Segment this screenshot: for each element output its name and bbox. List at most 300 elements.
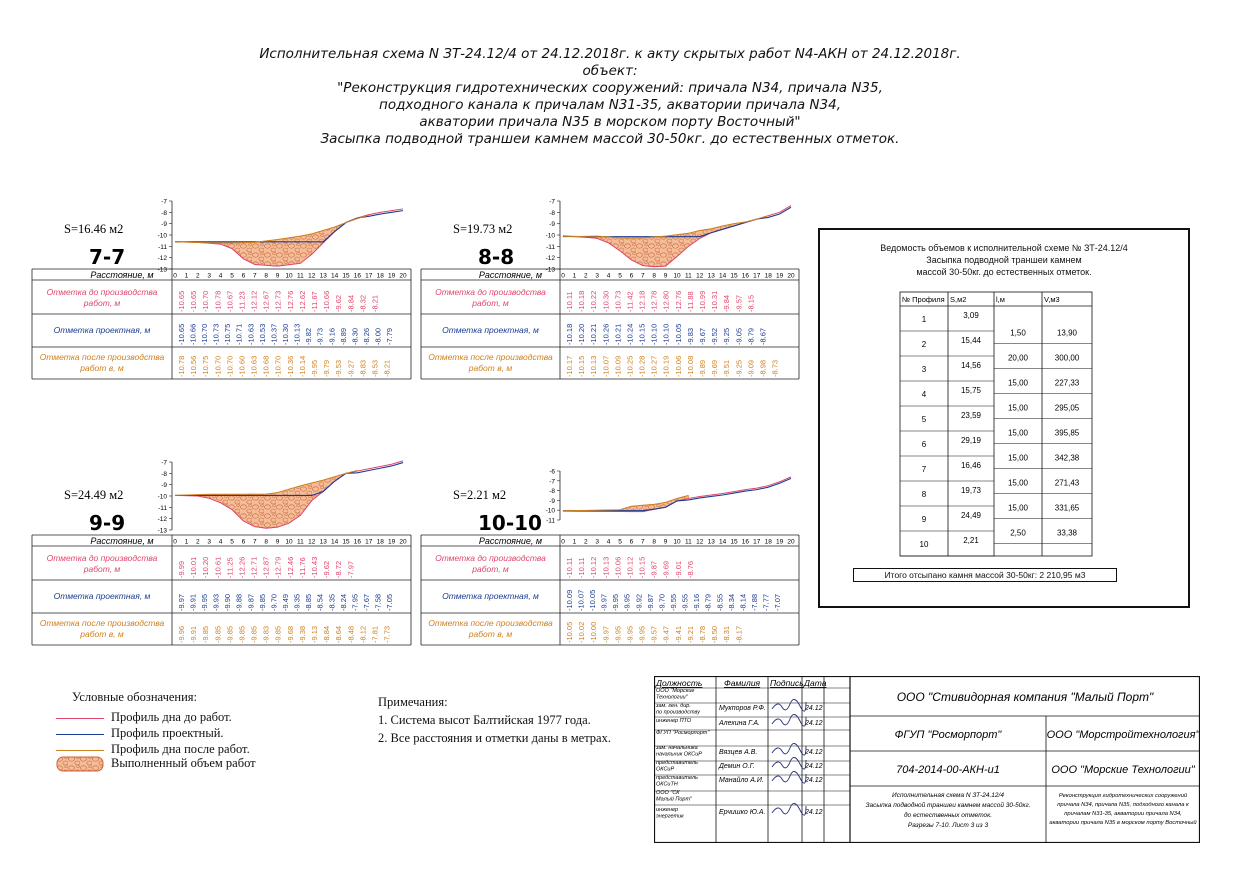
value-before: -11.23 — [237, 291, 247, 312]
value-design: -7.67 — [362, 593, 372, 611]
x-tick-label: 7 — [252, 272, 257, 280]
profile-area-label: S=16.46 м2 — [64, 222, 124, 236]
value-after: -10.07 — [601, 355, 611, 377]
value-after: -9.41 — [673, 625, 683, 643]
volume-area: 15,44 — [960, 336, 982, 345]
stamp-role: энергетик — [656, 813, 684, 820]
x-tick-label: 1 — [184, 538, 189, 546]
x-tick-label: 12 — [696, 538, 704, 546]
org-morstroy: ООО "Морстройтехнология" — [1046, 729, 1200, 741]
stamp-role: представитель — [656, 760, 698, 766]
notes-title: Примечания: — [378, 695, 448, 709]
volume-length: 20,00 — [1007, 353, 1029, 363]
legend-design — [56, 726, 224, 741]
value-after: -7.73 — [382, 625, 392, 643]
x-tick-label: 15 — [342, 272, 350, 280]
legend-after-line — [56, 750, 104, 751]
value-before: -12.80 — [661, 290, 671, 312]
x-tick-label: 9 — [663, 272, 668, 280]
x-tick-label: 6 — [241, 538, 246, 546]
value-before: -7.97 — [346, 560, 356, 578]
value-design: -9.49 — [281, 593, 290, 611]
legend-fill-swatch — [56, 756, 104, 772]
row-label-before-2: работ, м — [472, 564, 509, 574]
value-design: -8.89 — [338, 327, 348, 345]
volume-profile-no: 7 — [921, 465, 927, 474]
value-before: -10.43 — [310, 556, 320, 578]
value-before: -8.32 — [358, 294, 368, 312]
value-design: -9.16 — [327, 327, 337, 345]
org-morskie: ООО "Морские Технологии" — [1051, 764, 1195, 776]
y-tick-label: -10 — [157, 493, 167, 501]
value-design: -10.05 — [587, 589, 597, 611]
x-tick-label: 3 — [207, 272, 212, 280]
value-design: -9.55 — [680, 593, 690, 611]
value-after: -9.09 — [746, 359, 756, 377]
volume-value: 395,85 — [1054, 428, 1080, 438]
value-design: -8.34 — [726, 593, 736, 611]
value-after: -9.97 — [601, 625, 611, 643]
x-tick-label: 9 — [663, 538, 668, 546]
value-design: -8.14 — [738, 593, 748, 611]
value-after: -9.57 — [649, 625, 659, 643]
value-before: -8.72 — [334, 560, 344, 578]
value-design: -9.70 — [269, 593, 279, 611]
volume-value: 13,90 — [1056, 328, 1078, 338]
volume-value: 271,43 — [1054, 478, 1080, 488]
value-design: -10.70 — [199, 323, 209, 345]
value-after: -10.56 — [189, 355, 199, 377]
x-tick-label: 5 — [618, 538, 622, 546]
signature — [772, 771, 806, 783]
x-tick-label: 5 — [230, 272, 234, 280]
value-before: -12.79 — [273, 556, 283, 578]
profile-design-line — [563, 207, 791, 236]
value-after: -9.91 — [189, 625, 199, 643]
value-after: -10.27 — [649, 355, 659, 377]
value-after: -8.78 — [698, 625, 708, 643]
row-label-design: Отметка проектная, м — [442, 325, 539, 335]
signature — [772, 699, 806, 711]
value-design: -9.73 — [315, 327, 325, 345]
value-before: -10.22 — [589, 290, 599, 312]
value-after: -10.63 — [249, 355, 259, 377]
y-tick-label: -12 — [545, 255, 555, 263]
row-label-before-2: работ, м — [83, 298, 121, 308]
y-tick-label: -7 — [161, 459, 167, 467]
row-label-after-1: Отметка после производства — [39, 352, 165, 362]
legend-after — [56, 742, 250, 757]
x-tick-label: 17 — [753, 538, 761, 546]
value-after: -10.28 — [637, 355, 647, 377]
x-tick-label: 14 — [718, 538, 727, 546]
value-before: -9.87 — [649, 560, 659, 578]
volume-area: 29,19 — [960, 436, 982, 445]
x-tick-label: 7 — [640, 538, 645, 546]
value-after: -10.14 — [297, 355, 307, 377]
value-after: -9.85 — [249, 625, 259, 643]
y-tick-label: -9 — [161, 482, 167, 490]
legend-before — [56, 710, 232, 725]
value-design: -10.73 — [211, 323, 221, 345]
y-tick-label: -10 — [157, 232, 167, 240]
value-after: -8.17 — [734, 625, 744, 643]
stamp-role: начальник ОКСиР — [656, 751, 702, 758]
y-tick-label: -13 — [157, 527, 167, 535]
volume-profile-no: 8 — [921, 490, 927, 499]
value-before: -11.25 — [225, 557, 235, 578]
x-tick-label: 9 — [275, 272, 280, 280]
y-tick-label: -8 — [161, 470, 167, 478]
value-before: -12.76 — [285, 290, 295, 312]
volume-value: 33,38 — [1056, 528, 1078, 538]
notes-item-1: 1. Система высот Балтийская 1977 года. — [378, 713, 591, 727]
value-before: -10.06 — [613, 556, 623, 578]
value-design: -8.79 — [746, 327, 756, 345]
volume-profile-no: 4 — [921, 390, 927, 399]
value-after: -10.70 — [273, 355, 283, 377]
value-before: -10.11 — [565, 291, 575, 312]
value-design: -7.07 — [773, 593, 783, 611]
stamp-date: 24.12 — [805, 763, 823, 770]
x-tick-label: 6 — [629, 538, 634, 546]
x-tick-label: 16 — [741, 272, 750, 280]
value-design: -10.37 — [269, 323, 279, 345]
volume-header: S,м2 — [950, 295, 967, 304]
x-tick-label: 19 — [775, 538, 784, 546]
value-before: -8.76 — [685, 560, 695, 578]
value-before: -10.70 — [201, 290, 211, 312]
row-label-after-2: работ в, м — [468, 629, 513, 639]
x-tick-label: 4 — [218, 272, 223, 280]
value-after: -8.21 — [382, 359, 392, 377]
x-tick-label: 6 — [629, 272, 634, 280]
stamp-name: Ерчишко Ю.А. — [719, 809, 766, 816]
x-tick-label: 1 — [572, 538, 577, 546]
value-before: -9.01 — [673, 560, 683, 578]
row-label-after-1: Отметка после производства — [428, 618, 553, 628]
value-before: -9.57 — [734, 294, 744, 312]
value-after: -9.69 — [710, 359, 720, 377]
stamp-role: ООО "Морские — [656, 688, 695, 694]
value-after: -10.70 — [213, 355, 223, 377]
value-design: -9.97 — [599, 593, 609, 611]
value-before: -10.15 — [637, 556, 647, 578]
value-after: -10.00 — [589, 621, 599, 643]
x-tick-label: 8 — [652, 272, 657, 280]
row-label-design: Отметка проектная, м — [53, 325, 151, 335]
value-before: -11.76 — [297, 557, 307, 578]
value-before: -10.18 — [577, 290, 587, 312]
value-before: -10.65 — [189, 290, 199, 312]
value-design: -8.26 — [362, 327, 372, 345]
value-design: -10.30 — [281, 323, 290, 345]
volume-value: 342,38 — [1054, 453, 1080, 463]
value-after: -10.17 — [565, 355, 575, 377]
row-label-design: Отметка проектная, м — [442, 591, 539, 601]
value-design: -9.91 — [188, 593, 198, 611]
x-tick-label: 10 — [673, 272, 681, 280]
y-tick-label: -11 — [546, 243, 555, 251]
x-tick-label: 4 — [606, 272, 611, 280]
value-before: -9.99 — [177, 560, 187, 578]
value-design: -10.63 — [246, 323, 256, 345]
volume-area: 14,56 — [960, 361, 982, 370]
volume-profile-no: 5 — [921, 415, 927, 424]
value-design: -9.92 — [634, 593, 644, 611]
stamp-role: зам. ген. дир. — [656, 703, 691, 709]
value-before: -12.87 — [261, 556, 271, 578]
y-tick-label: -10 — [545, 507, 555, 515]
value-design: -10.07 — [576, 589, 586, 611]
x-tick-label: 7 — [252, 538, 257, 546]
legend-fill — [56, 756, 256, 772]
value-after: -9.21 — [685, 625, 695, 643]
value-after: -9.95 — [310, 359, 320, 377]
x-tick-label: 15 — [730, 272, 738, 280]
value-before: -12.67 — [261, 290, 271, 312]
y-tick-label: -13 — [157, 266, 167, 274]
x-tick-label: 5 — [230, 538, 234, 546]
value-after: -7.81 — [370, 625, 380, 643]
stamp-description: до естественных отметок. — [903, 812, 993, 819]
value-after: -9.27 — [346, 359, 356, 377]
value-design: -8.24 — [338, 593, 348, 611]
value-before: -9.69 — [661, 560, 671, 578]
value-before: -12.18 — [637, 290, 647, 312]
value-after: -8.31 — [722, 625, 732, 643]
value-design: -10.05 — [673, 323, 683, 345]
y-tick-label: -9 — [161, 221, 167, 229]
y-tick-label: -9 — [549, 497, 555, 505]
stamp-role: Технологии" — [656, 694, 688, 701]
volume-title-2: Засыпка подводной траншеи камнем — [926, 255, 1082, 265]
signature — [772, 757, 806, 769]
filled-volume-area — [563, 496, 688, 512]
x-tick-label: 16 — [741, 538, 750, 546]
x-tick-label: 11 — [297, 538, 304, 546]
x-tick-label: 4 — [218, 538, 223, 546]
notes-item-2: 2. Все расстояния и отметки даны в метрах. — [378, 731, 611, 745]
value-design: -9.85 — [257, 593, 267, 611]
value-design: -10.24 — [625, 323, 635, 345]
x-tick-label: 2 — [583, 272, 588, 280]
volume-header: V,м3 — [1044, 295, 1060, 304]
value-before: -10.11 — [577, 557, 587, 578]
value-design: -7.79 — [385, 327, 395, 345]
value-design: -8.35 — [327, 593, 337, 611]
value-design: -10.21 — [613, 323, 623, 345]
value-design: -10.71 — [234, 323, 244, 345]
x-tick-label: 8 — [264, 538, 269, 546]
volume-statement — [818, 228, 1190, 608]
row-label-before-1: Отметка до производства — [46, 287, 158, 297]
value-design: -9.16 — [692, 593, 702, 611]
row-label-distance: Расстояние, м — [478, 270, 543, 280]
volume-area: 19,73 — [960, 486, 982, 495]
x-tick-label: 0 — [173, 272, 177, 280]
value-after: -9.68 — [285, 625, 295, 643]
value-design: -10.13 — [292, 323, 302, 345]
value-design: -10.66 — [188, 323, 198, 345]
volume-area: 3,09 — [963, 311, 979, 320]
value-design: -9.70 — [657, 593, 667, 611]
value-design: -9.05 — [734, 327, 744, 345]
volume-table — [820, 230, 1188, 606]
y-tick-label: -10 — [545, 232, 555, 240]
x-tick-label: 18 — [764, 538, 772, 546]
value-design: -9.95 — [622, 593, 632, 611]
notes — [378, 693, 611, 747]
value-design: -9.95 — [611, 593, 621, 611]
legend-before-line — [56, 718, 104, 719]
stamp-date: 24.12 — [805, 777, 823, 784]
volume-length: 2,50 — [1010, 528, 1026, 538]
value-after: -8.64 — [334, 625, 344, 643]
value-design: -9.90 — [223, 593, 233, 611]
value-after: -10.25 — [625, 355, 635, 377]
y-tick-label: -9 — [549, 221, 555, 229]
stamp-name: Алехина Г.А. — [719, 720, 760, 727]
value-design: -9.67 — [698, 327, 708, 345]
profile-8-8 — [421, 199, 799, 380]
value-after: -9.83 — [261, 625, 271, 643]
value-design: -9.88 — [234, 593, 244, 611]
x-tick-label: 0 — [173, 538, 177, 546]
volume-profile-no: 6 — [921, 440, 927, 449]
y-tick-label: -12 — [157, 255, 167, 263]
x-tick-label: 0 — [561, 272, 565, 280]
x-tick-label: 11 — [685, 538, 692, 546]
value-before: -12.46 — [285, 556, 295, 578]
profile-design-line — [563, 478, 791, 510]
value-after: -10.13 — [589, 355, 599, 377]
profile-name-label: 9-9 — [89, 511, 126, 535]
x-tick-label: 2 — [195, 538, 200, 546]
profile-area-label: S=2.21 м2 — [453, 488, 507, 502]
value-after: -9.85 — [273, 625, 283, 643]
row-label-before-2: работ, м — [83, 564, 121, 574]
doc-code: 704-2014-00-АКН-и1 — [896, 764, 1000, 776]
x-tick-label: 20 — [399, 538, 407, 546]
y-tick-label: -11 — [158, 504, 167, 512]
value-before: -10.66 — [322, 290, 332, 312]
volume-header: l,м — [996, 295, 1005, 304]
value-after: -10.19 — [661, 355, 671, 377]
value-before: -11.42 — [625, 291, 635, 312]
row-label-before-2: работ, м — [472, 298, 509, 308]
x-tick-label: 15 — [730, 538, 738, 546]
row-label-after-2: работ в, м — [80, 363, 124, 373]
value-design: -7.95 — [350, 593, 360, 611]
value-design: -10.09 — [564, 589, 574, 611]
x-tick-label: 14 — [330, 538, 339, 546]
value-after: -9.13 — [310, 625, 320, 643]
value-design: -8.67 — [758, 327, 768, 345]
x-tick-label: 13 — [707, 538, 715, 546]
signature — [772, 743, 806, 755]
x-tick-label: 2 — [583, 538, 588, 546]
stamp-object: причалам N31-35, акватории причала N34, — [1064, 811, 1182, 817]
value-before: -10.20 — [201, 556, 211, 578]
legend-fill-label: Выполненный объем работ — [111, 756, 256, 770]
x-tick-label: 12 — [308, 272, 316, 280]
stamp-object: причала N34, причала N35, подходного канала к — [1057, 802, 1189, 808]
legend-design-line — [56, 734, 104, 735]
legend-design-label: Профиль проектный. — [111, 726, 224, 740]
profile-name-label: 10-10 — [478, 511, 542, 535]
x-tick-label: 16 — [353, 538, 362, 546]
x-tick-label: 10 — [673, 538, 681, 546]
value-design: -8.55 — [715, 593, 725, 611]
value-before: -10.73 — [613, 290, 623, 312]
row-label-after-2: работ в, м — [80, 629, 124, 639]
volume-value: 300,00 — [1054, 353, 1080, 363]
x-tick-label: 11 — [685, 272, 692, 280]
value-after: -8.48 — [346, 625, 356, 643]
volume-value: 295,05 — [1054, 403, 1080, 413]
title-line-6: Засыпка подводной траншеи камнем массой 30-50кг. до естественных отметок. — [320, 131, 900, 147]
value-after: -9.53 — [334, 359, 344, 377]
y-tick-label: -12 — [157, 516, 167, 524]
x-tick-label: 19 — [387, 272, 396, 280]
x-tick-label: 10 — [285, 272, 293, 280]
value-design: -10.15 — [637, 323, 647, 345]
value-after: -9.38 — [297, 625, 307, 643]
x-tick-label: 1 — [184, 272, 189, 280]
volume-header: № Профиля — [902, 295, 945, 304]
value-design: -8.54 — [315, 593, 325, 611]
value-before: -10.31 — [710, 290, 720, 312]
y-tick-label: -7 — [549, 478, 555, 486]
value-design: -10.18 — [565, 323, 575, 345]
value-after: -10.15 — [577, 355, 587, 377]
value-before: -11.67 — [310, 291, 320, 312]
value-after: -10.70 — [225, 355, 235, 377]
value-before: -10.61 — [213, 556, 223, 578]
value-after: -8.84 — [322, 625, 332, 643]
drawing-stamp — [654, 676, 1200, 843]
value-after: -9.25 — [734, 359, 744, 377]
value-design: -8.85 — [304, 593, 314, 611]
volume-length: 15,00 — [1007, 478, 1029, 488]
row-label-before-1: Отметка до производства — [435, 553, 546, 563]
y-tick-label: -7 — [549, 198, 555, 206]
value-after: -10.78 — [177, 355, 187, 377]
y-tick-label: -11 — [158, 243, 167, 251]
value-after: -9.95 — [613, 625, 623, 643]
value-after: -9.79 — [322, 359, 332, 377]
x-tick-label: 3 — [595, 272, 600, 280]
value-before: -11.88 — [685, 291, 695, 312]
value-after: -10.75 — [201, 355, 211, 377]
volume-area: 24,49 — [960, 511, 982, 520]
value-after: -10.09 — [613, 355, 623, 377]
row-label-distance: Расстояние, м — [90, 270, 154, 280]
stamp-role: инженер — [656, 807, 679, 813]
value-after: -10.36 — [285, 355, 295, 377]
x-tick-label: 2 — [195, 272, 200, 280]
x-tick-label: 16 — [353, 272, 362, 280]
stamp-date: 24.12 — [805, 720, 823, 727]
value-design: -8.79 — [703, 593, 713, 611]
volume-profile-no: 1 — [921, 315, 927, 324]
value-before: -12.73 — [273, 290, 283, 312]
value-design: -9.55 — [669, 593, 678, 611]
volume-profile-no: 3 — [921, 365, 927, 374]
x-tick-label: 20 — [399, 272, 407, 280]
legend-before-label: Профиль дна до работ. — [111, 710, 232, 724]
